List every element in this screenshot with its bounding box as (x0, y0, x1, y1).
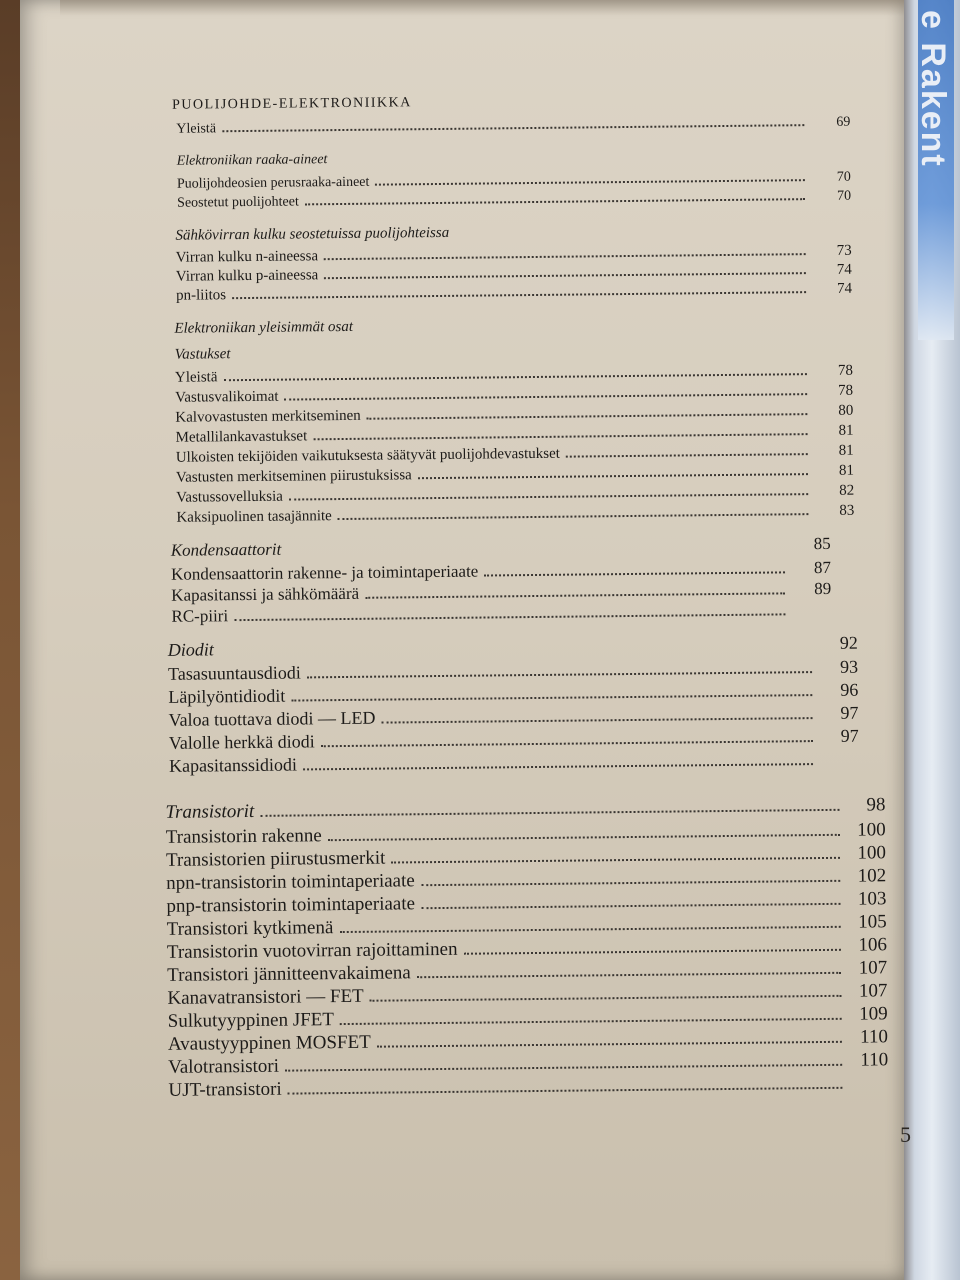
leader-dots (234, 612, 785, 621)
book-page (20, 0, 911, 1280)
leader-dots (324, 271, 806, 279)
toc-entry-page: 97 (840, 702, 859, 723)
page-top-shadow (60, 0, 904, 16)
leader-dots (289, 492, 808, 500)
page-number: 5 (900, 1122, 911, 1147)
section-title: Kondensaattorit (170, 539, 282, 560)
main-heading: PUOLIJOHDE-ELEKTRONIIKKA (172, 95, 412, 113)
toc-entry-label: pn-liitos (176, 287, 227, 304)
toc-entry-page: 100 (857, 842, 887, 864)
toc-entry-label: Kondensaattorin rakenne- ja toimintaperiaate (170, 561, 479, 584)
toc-entry-label: Yleistä (174, 369, 218, 386)
toc-group-current-flow (175, 216, 852, 306)
toc-entry-label: Vastusvalikoimat (175, 388, 279, 406)
toc-entry-label: Seostetut puolijohteet (177, 194, 299, 211)
section-title: Vastukset (174, 346, 231, 363)
toc-entry-page: 93 (839, 656, 859, 677)
leader-dots (391, 856, 840, 864)
toc-entry-label: Virran kulku p-aineessa (175, 267, 319, 285)
toc-entry-label: Kapasitanssidiodi (168, 754, 298, 776)
leader-dots (321, 739, 813, 747)
toc-entry-page: 83 (839, 502, 855, 519)
leader-dots (223, 372, 806, 381)
toc-group-diodes (168, 630, 859, 778)
leader-dots (222, 123, 804, 132)
leader-dots (232, 290, 806, 299)
toc-entry-label: UJT-transistori (168, 1078, 282, 1101)
toc-entry-page: 100 (857, 819, 886, 841)
leader-dots (291, 693, 812, 701)
leader-dots (324, 252, 806, 260)
leader-dots (285, 1063, 842, 1072)
toc-entry-page: 70 (837, 188, 852, 204)
toc-entry-label: Kalvovastusten merkitseminen (175, 407, 361, 426)
section-title: Diodit (167, 639, 214, 660)
toc-entry-label: RC-piiri (171, 606, 229, 626)
toc-entry-page: 103 (857, 888, 887, 910)
section-title: Sähkövirran kulku seostetuissa puolijohteissa (175, 224, 450, 244)
toc-entry-page: 81 (838, 442, 854, 459)
toc-entry-label: Valoa tuottava diodi — LED (168, 707, 376, 730)
leader-dots (464, 948, 841, 955)
toc-entry-label: Ulkoisten tekijöiden vaikutuksesta säätyvät puolijohdevastukset (175, 445, 560, 466)
leader-dots (417, 971, 841, 978)
leader-dots (367, 412, 808, 420)
toc-group-raw-materials (177, 142, 852, 213)
section-title: Elektroniikan yleisimmät osat (174, 318, 354, 337)
toc-entry-page: 81 (838, 462, 855, 479)
toc-entry-page: 106 (858, 934, 888, 956)
leader-dots (260, 808, 839, 817)
section-title: Elektroniikan raaka-aineet (176, 152, 328, 169)
leader-dots (328, 833, 840, 841)
toc-entry (176, 113, 850, 139)
toc-entry-label: Transistorin rakenne (165, 825, 322, 848)
toc-entry-label: Kapasitanssi ja sähkömäärä (171, 583, 360, 605)
toc-entry-label: Transistori kytkimenä (166, 917, 334, 940)
leader-dots (370, 994, 842, 1002)
leader-dots (313, 432, 807, 440)
toc-entry-page: 105 (858, 911, 887, 933)
toc-entry-label: Metallilankavastukset (175, 428, 308, 446)
toc-entry-page: 78 (838, 382, 854, 399)
leader-dots (307, 670, 812, 678)
leader-dots (303, 762, 813, 770)
toc-entry-page: 87 (813, 557, 832, 578)
toc-entry-page: 81 (838, 422, 854, 439)
toc-entry-page: 96 (840, 679, 859, 700)
toc-entry-label: Tasasuuntausdiodi (167, 662, 301, 684)
leader-dots (484, 570, 785, 576)
toc-entry-label: Valolle herkkä diodi (168, 731, 315, 753)
section-page: 85 (813, 533, 831, 554)
section-page: 98 (866, 794, 886, 816)
toc-entry-page: 74 (836, 280, 853, 297)
toc-entry-label: Transistori jännitteenvakaimena (167, 962, 411, 986)
toc-entry-label: Puolijohdeosien perusraaka-aineet (176, 174, 370, 192)
toc-entry-label: Virran kulku n-aineessa (175, 248, 319, 266)
toc-entry-label: Vastussovelluksia (176, 488, 283, 506)
spacer (220, 646, 812, 655)
toc-entry-page: 110 (859, 1026, 889, 1048)
toc-entry-page: 109 (859, 1003, 888, 1025)
section-title: Transistorit (165, 800, 255, 823)
toc-entry-label: Transistorin vuotovirran rajoittaminen (166, 938, 458, 963)
spine-text: e Rakent (914, 10, 952, 168)
leader-dots (421, 879, 840, 886)
toc-entry-page: 73 (836, 242, 852, 259)
toc-entry-page: 102 (857, 865, 887, 887)
toc-entry-page: 69 (836, 114, 851, 130)
toc-entry-label: npn-transistorin toimintaperiaate (166, 870, 415, 894)
leader-dots (375, 178, 805, 185)
toc-entry-label: Kanavatransistori — FET (167, 985, 364, 1009)
toc-entry-page: 110 (860, 1049, 889, 1071)
toc-entry-label: pnp-transistorin toimintaperiaate (166, 893, 416, 917)
toc-entry-label: Transistorien piirustusmerkit (165, 847, 386, 871)
leader-dots (382, 716, 813, 724)
leader-dots (284, 392, 807, 400)
leader-dots (338, 512, 809, 520)
toc-entry-page: 97 (840, 725, 859, 746)
toc-entry-page: 74 (836, 261, 852, 278)
toc-entry-page: 89 (814, 578, 832, 599)
leader-dots (365, 591, 785, 598)
leader-dots (377, 1040, 842, 1048)
toc-entry-label: Sulkutyyppinen JFET (167, 1009, 335, 1032)
toc-entry-label: Kaksipuolinen tasajännite (176, 508, 332, 526)
toc-group-resistors (175, 335, 855, 528)
toc-entry-label: Yleistä (176, 121, 217, 137)
toc-entry-page: 80 (838, 402, 854, 419)
toc-group-capacitors (171, 531, 832, 627)
leader-dots (421, 902, 840, 909)
toc-group-transistors (165, 792, 888, 1102)
toc-entry-page: 107 (858, 957, 888, 979)
leader-dots (339, 925, 840, 933)
toc-entry-page: 78 (837, 362, 853, 379)
toc-entry-label: Vastusten merkitseminen piirustuksissa (175, 467, 412, 486)
toc-group-general (176, 113, 850, 139)
toc-entry-page: 70 (836, 169, 851, 185)
section-page: 92 (839, 632, 858, 653)
leader-dots (305, 197, 805, 205)
leader-dots (566, 452, 808, 458)
spacer (287, 546, 784, 554)
leader-dots (418, 472, 808, 479)
toc-entry-label: Avaustyyppinen MOSFET (167, 1031, 371, 1055)
toc-entry-label: Valotransistori (168, 1055, 280, 1078)
toc-entry-page: 82 (839, 482, 855, 499)
leader-dots (288, 1086, 843, 1095)
toc-entry-page: 107 (858, 980, 888, 1002)
table-of-contents (150, 89, 889, 1112)
leader-dots (340, 1017, 842, 1025)
toc-entry-label: Läpilyöntidiodit (168, 685, 286, 707)
